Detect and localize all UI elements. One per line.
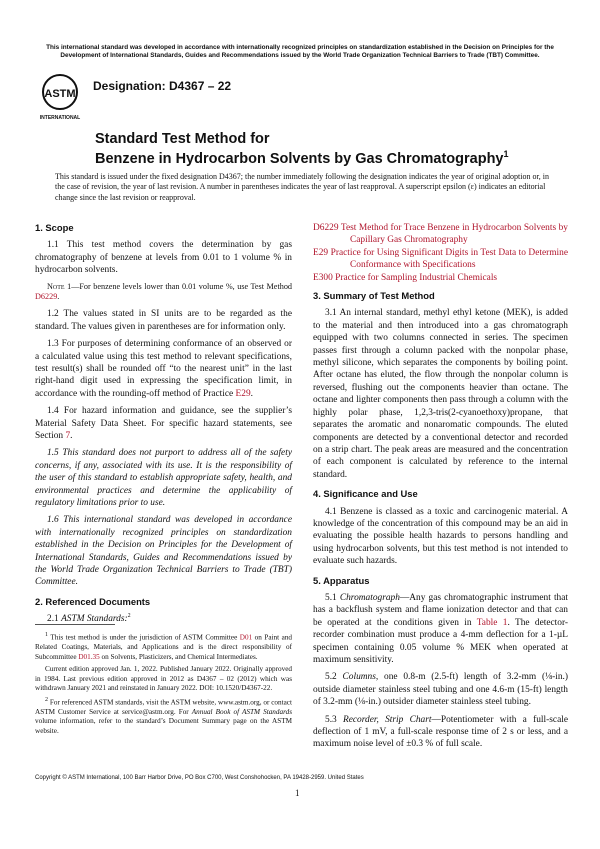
ref-item-d6229 bbox=[313, 222, 568, 247]
copyright-footer: Copyright © ASTM International, 100 Barr Harbor Drive, PO Box C700, West Conshohocken, PA 19428-2959. United States bbox=[35, 775, 364, 781]
ref-item-e300 bbox=[313, 272, 568, 284]
footnote-rule bbox=[35, 624, 115, 625]
footnotes bbox=[35, 632, 292, 740]
referenced-standards-list bbox=[313, 222, 568, 284]
ref-code[interactable]: D6229 bbox=[313, 223, 339, 233]
para-5-3: 5.3 Recorder, Strip Chart—Potentiometer with a full-scale deflection of 1 mV, a full-scale response time of 2 s or less, and a maximum noise level of ±0.3 % of full scale. bbox=[313, 714, 568, 750]
section-heading-referenced-documents: 2. Referenced Documents bbox=[35, 595, 151, 607]
top-note: This international standard was developed in accordance with internationally recognized principles on standardization established in the Decision on Principles for the Development of International Standards, Guides and Recommendations issued by the World Trade Organization Technical Barriers to Trade (TBT) Committee. bbox=[46, 44, 554, 60]
ref-title[interactable]: Test Method for Trace Benzene in Hydrocarbon Solvents by Capillary Gas Chromatography bbox=[340, 223, 568, 246]
para-1-5: 1.5 This standard does not purport to address all of the safety concerns, if any, associated with its use. It is the responsibility of the user of this standard to establish appropriate safety, health, and environmental practices and determine the applicability of regulatory limitations prior to use. bbox=[35, 448, 292, 508]
footnote-1-edition: Current edition approved Jan. 1, 2022. Published January 2022. Originally approved in 1984. Last previous edition approved in 2012 as D4367 – 02 (2012) which was withdrawn January 2021 and reinstated in January 2022. DOI: 10.1520/D4367-22. bbox=[35, 665, 292, 693]
right-column bbox=[313, 222, 568, 756]
ref-link-d01-35[interactable]: D01.35 bbox=[78, 652, 100, 661]
document-title bbox=[95, 130, 509, 169]
para-1-1: 1.1 This test method covers the determination by gas chromatography of benzene at levels from 0.01 to 1 volume % in hydrocarbon solvents. bbox=[35, 240, 292, 276]
title-line-2: Benzene in Hydrocarbon Solvents by Gas Chromatography bbox=[95, 150, 504, 167]
ref-title[interactable]: Practice for Sampling Industrial Chemicals bbox=[335, 272, 498, 283]
logo-subtext: INTERNATIONAL bbox=[39, 115, 81, 121]
ref-link-e29[interactable]: E29 bbox=[235, 388, 251, 399]
ref-link-d6229[interactable]: D6229 bbox=[35, 292, 58, 302]
designation: Designation: D4367 – 22 bbox=[93, 79, 232, 93]
para-5-2: 5.2 Columns, one 0.8-m (2.5-ft) length of 3.2-mm (⅛-in.) outside diameter stainless steel tubing and one 4.6-m (15-ft) length of 3.2-mm (⅛-in.) outsider diameter stainless steel tubing. bbox=[313, 672, 569, 708]
ref-title[interactable]: Practice for Using Significant Digits in Test Data to Determine Conformance with Specifications bbox=[330, 247, 568, 271]
ref-link-section-7[interactable]: 7 bbox=[65, 430, 71, 441]
para-1-3: 1.3 For purposes of determining conformance of an observed or a calculated value using this test method to relevant specifications, test result(s) shall be rounded off “to the nearest unit” in the last right-hand digit used in expressing the specification limit, in accordance with the rounding-off method of Practice E29. bbox=[35, 339, 292, 399]
astm-logo bbox=[39, 72, 81, 122]
ref-link-table-1[interactable]: Table 1 bbox=[476, 617, 508, 628]
ref-link-d01[interactable]: D01 bbox=[239, 633, 253, 642]
section-heading-apparatus: 5. Apparatus bbox=[313, 574, 370, 586]
note-1: Note 1—For benzene levels lower than 0.01 volume %, use Test Method D6229. bbox=[35, 281, 293, 302]
para-4-1: 4.1 Benzene is classed as a toxic and carcinogenic material. A knowledge of the concentration of this compound may be an aid in evaluating the possible health hazards to persons handling and using hydrocarbon solvents, but this test method is not intended to evaluate such hazards. bbox=[313, 506, 568, 567]
para-1-4: 1.4 For hazard information and guidance, see the supplier’s Material Safety Data Sheet. For specific hazard statements, see Section 7. bbox=[35, 406, 292, 441]
section-heading-summary: 3. Summary of Test Method bbox=[313, 290, 435, 302]
title-footnote-mark: 1 bbox=[503, 148, 509, 159]
logo-text: ASTM bbox=[44, 88, 76, 100]
issuance-note: This standard is issued under the fixed designation D4367; the number immediately following the designation indicates the year of original adoption or, in the case of revision, the year of last revision. A number in parentheses indicates the year of last reapproval. A superscript epsilon (ε) indicates an editorial change since the last revision or reapproval. bbox=[55, 172, 550, 202]
ref-code[interactable]: E300 bbox=[313, 272, 333, 283]
footnote-1: $^1$ This test method is under the jurisdiction of ASTM Committee D01 on Paint and Related Coatings, Materials, and Applications and is the direct responsibility of Subcommittee D01.35 on Solvents, Plasticizers, and Chemical Intermediates. bbox=[35, 632, 293, 661]
section-heading-scope: 1. Scope bbox=[35, 222, 74, 233]
para-2-1: 2.1 ASTM Standards:$^2$ bbox=[47, 613, 131, 625]
section-heading-significance: 4. Significance and Use bbox=[313, 488, 418, 500]
footnote-2: $^2$ For referenced ASTM standards, visit the ASTM website, www.astm.org, or contact ASTM Customer Service at service@astm.org. For Annual Book of ASTM Standards volume information, refer to the standard’s Document Summary page on the ASTM website. bbox=[35, 696, 292, 735]
title-line-1: Standard Test Method for bbox=[95, 131, 270, 147]
para-5-1: 5.1 Chromatograph—Any gas chromatographic instrument that has a backflush system and flame ionization detector and that can be operated at the conditions given in Table 1. The detector-recorder combination must produce a 4-mm deflection for a 1-µL specimen containing 0.05 volume % MEK when operated at maximum sensitivity. bbox=[313, 592, 569, 665]
ref-item-e29 bbox=[313, 247, 568, 272]
left-column bbox=[35, 222, 292, 631]
para-1-2: 1.2 The values stated in SI units are to be regarded as the standard. The values given in parentheses are for information only. bbox=[35, 309, 292, 332]
page-number: 1 bbox=[295, 788, 300, 798]
para-1-6: 1.6 This international standard was developed in accordance with internationally recognized principles on standardization established in the Decision on Principles for the Development of International Standards, Guides and Recommendations issued by the World Trade Organization Technical Barriers to Trade (TBT) Committee. bbox=[35, 515, 292, 588]
ref-code[interactable]: E29 bbox=[313, 247, 329, 258]
para-3-1: 3.1 An internal standard, methyl ethyl ketone (MEK), is added to the material and then introduced into a gas chromatograph equipped with two columns connected in series. The specimen passes first through a column packed with the nonpolar phase, methyl silicone, which separates the components by boiling point. After octane has eluted, the flow through the nonpolar column is reversed, flushing out the components heavier than octane. The octane and lighter components then pass through a column with the highly polar phase, 1,2,3-tris(2-cyanoethoxy)propane, that separates the aromatic and nonaromatic compounds. The eluted components are detected by a conventional detector and recorded on a strip chart. The peak areas are measured and the concentration of each component is calculated by reference to the internal standard. bbox=[313, 308, 568, 480]
